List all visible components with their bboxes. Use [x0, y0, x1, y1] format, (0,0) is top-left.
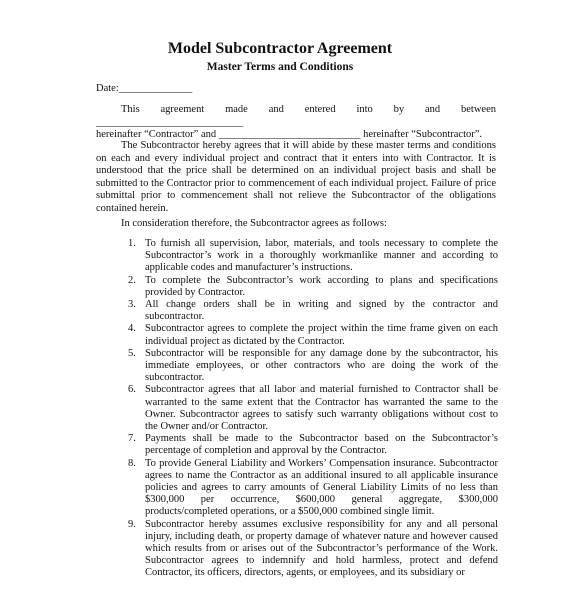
list-item-text: All change orders shall be in writing and signed by the contractor and subcontractor. — [145, 299, 498, 323]
intro-paragraph — [96, 104, 496, 142]
list-item — [128, 384, 498, 433]
date-line: Date:______________ — [96, 83, 193, 94]
list-item-number: 8. — [128, 457, 136, 469]
list-item-text: Subcontractor agrees to complete the project within the time frame given on each individual project as dictated by the Contractor. — [145, 323, 498, 347]
list-item-text: To provide General Liability and Workers’ Compensation insurance. Subcontractor agrees to name the Contractor as an additional insured to all applicable insurance policies and agrees to carry amounts of General Liability Limits of no less than $300,000 per occurrence, $600,000 general aggregate, $300,000 products/completed operations, or a $500,000 combined single limit. — [145, 457, 498, 518]
list-item — [128, 238, 498, 275]
list-item — [128, 433, 498, 457]
list-item-number: 3. — [128, 299, 136, 311]
list-item-number: 4. — [128, 323, 136, 335]
list-item-text: Subcontractor hereby assumes exclusive responsibility for any and all personal injury, including death, or property damage of whatever nature and however caused which results from or arises out of the Subcontractor’s performance of the Work. Subcontractor agrees to indemnify and hold harmless, protect and defend Contractor, its officers, directors, agents, or employees, and its subsidiary or — [145, 518, 498, 579]
terms-paragraph — [96, 140, 496, 216]
list-item-text: To furnish all supervision, labor, materials, and tools necessary to complete the Subcontractor’s work in a thoroughly workmanlike manner and according to applicable codes and manufacturer’s instructions. — [145, 238, 498, 274]
list-item-number: 1. — [128, 238, 136, 249]
intro-line-2: hereinafter “Contractor” and ___________________________ hereinafter “Subcontractor”. — [96, 129, 483, 141]
list-item — [128, 348, 498, 385]
intro-line-1: This agreement made and entered into by and between ____________________________ — [96, 104, 496, 128]
list-item — [128, 275, 498, 299]
list-item-number: 7. — [128, 433, 136, 445]
list-item-text: Subcontractor will be responsible for any damage done by the subcontractor, his immediate employees, or other contractors who are doing the work of the subcontractor. — [145, 347, 498, 384]
list-item-number: 6. — [128, 384, 136, 396]
list-item — [128, 458, 498, 519]
obligations-list — [128, 238, 498, 580]
list-item-number: 5. — [128, 347, 136, 359]
document-subtitle: Master Terms and Conditions — [206, 61, 354, 73]
list-item-number: 2. — [128, 274, 136, 286]
list-item — [128, 519, 498, 580]
consideration-line: In consideration therefore, the Subcontractor agrees as follows: — [121, 218, 387, 229]
list-item-text: Payments shall be made to the Subcontractor based on the Subcontractor’s percentage of completion and approval by the Contractor. — [145, 433, 498, 457]
list-item — [128, 299, 498, 323]
document-title: Model Subcontractor Agreement — [167, 40, 393, 57]
list-item — [128, 323, 498, 347]
list-item-number: 9. — [128, 518, 136, 530]
list-item-text: Subcontractor agrees that all labor and material furnished to Contractor shall be warranted to the same extent that the Contractor has warranted the same to the Owner. Subcontractor agrees to satisfy such warranty obligations without cost to the Owner and/or Contractor. — [145, 384, 498, 433]
terms-text: The Subcontractor hereby agrees that it will abide by these master terms and conditions on each and every individual project and contract that it enters into with Contractor. It is understood that the price shall be determined on an individual project basis and shall be submitted to the Contractor prior to commencement of each individual project. Failure of price submittal prior to commencement shall not relieve the Subcontractor of the obligations contained herein. — [96, 140, 496, 214]
list-item-text: To complete the Subcontractor’s work according to plans and specifications provided by Contractor. — [145, 274, 498, 298]
